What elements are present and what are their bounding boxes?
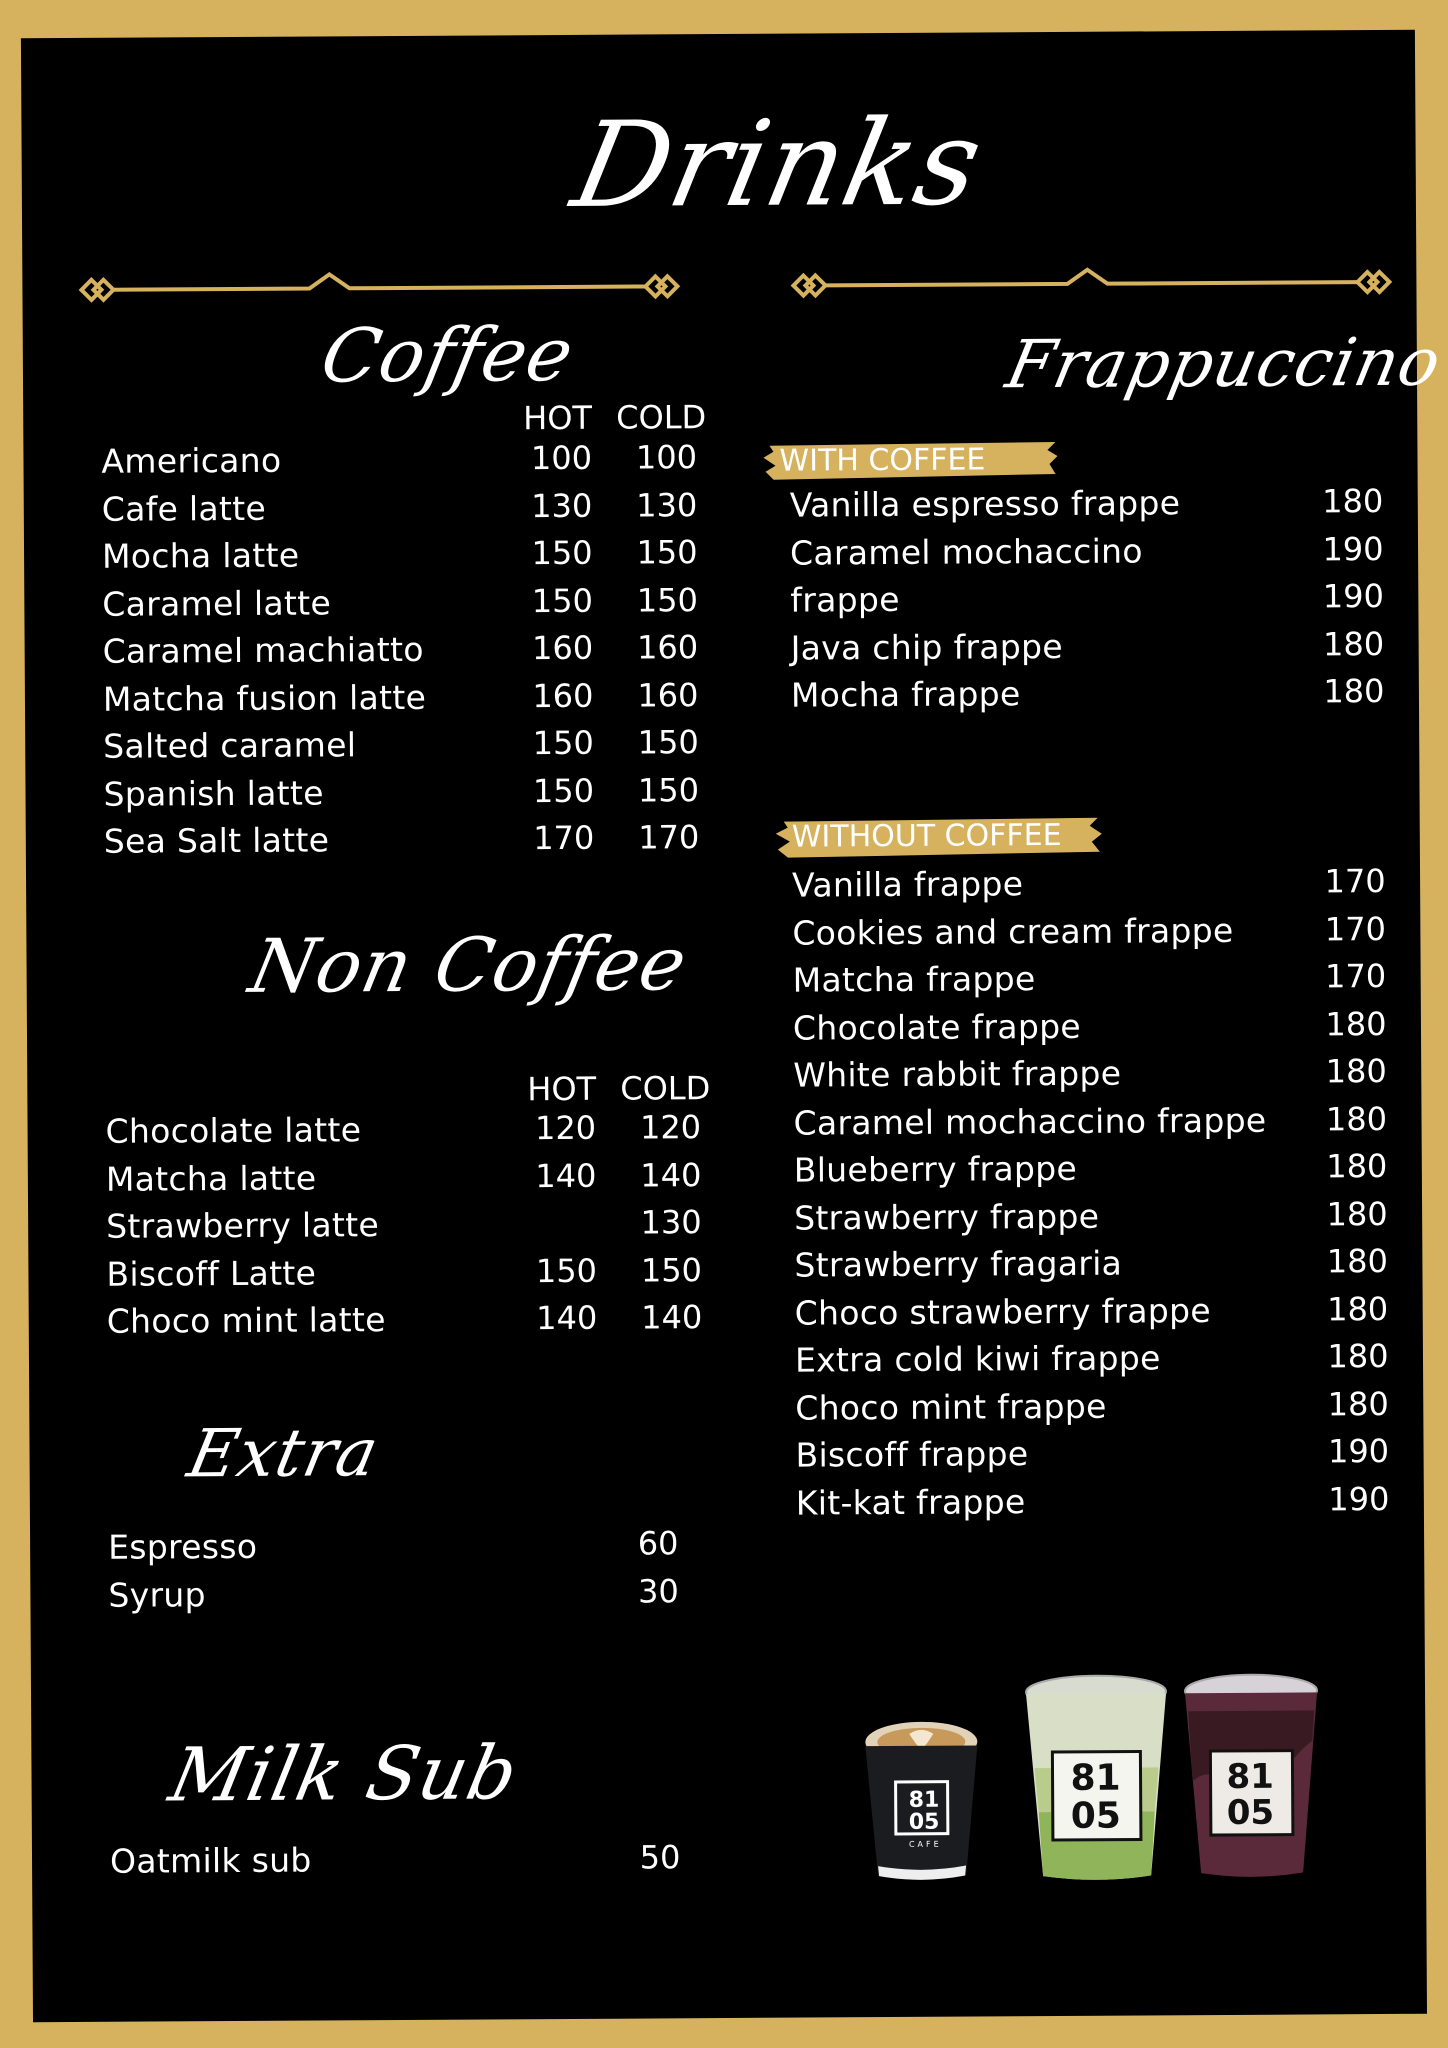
without-coffee-item-name: Biscoff frappe [795,1434,1029,1475]
coffee-hot-price: 150 [532,723,594,763]
extra-section-title: Extra [181,1414,386,1493]
coffee-item-name: Sea Salt latte [103,820,330,861]
page-title: Drinks [562,93,994,234]
without-coffee-price: 180 [1326,1146,1388,1186]
without-coffee-item-name: Matcha frappe [792,959,1036,1000]
coffee-cold-price: 170 [638,818,700,857]
without-coffee-price: 180 [1326,1241,1389,1281]
without-coffee-row [793,1000,1393,1051]
coffee-item-name: Caramel latte [102,582,332,624]
non-coffee-cold-price: 130 [640,1203,702,1242]
coffee-item-name: Caramel machiatto [102,629,424,671]
without-coffee-price: 180 [1326,1194,1388,1233]
hot-cup-logo-top: 81 [908,1787,940,1813]
with-coffee-price: 180 [1322,481,1384,521]
non-coffee-row [106,1199,702,1250]
coffee-item-name: Spanish latte [103,772,324,814]
non-coffee-hot-header: HOT [527,1069,597,1109]
without-coffee-item-name: Strawberry fragaria [794,1243,1123,1285]
without-coffee-label: WITHOUT COFFEE [791,817,1062,855]
non-coffee-cold-price: 150 [640,1250,703,1290]
without-coffee-item-name: Kit-kat frappe [795,1481,1026,1523]
with-coffee-item-name: Caramel mochaccino [789,530,1143,573]
with-coffee-row [790,620,1390,671]
without-coffee-price: 180 [1327,1336,1389,1376]
chocolate-cup-image [1176,1670,1327,1881]
non-coffee-section-title: Non Coffee [242,921,695,1010]
non-coffee-list [105,1104,703,1345]
with-coffee-price: 180 [1322,624,1385,663]
without-coffee-item-name: White rabbit frappe [793,1053,1122,1095]
matcha-cup-logo-top: 81 [1070,1757,1121,1799]
without-coffee-item-name: Chocolate frappe [792,1006,1082,1048]
with-coffee-badge [763,440,1063,482]
coffee-item-name: Americano [101,440,282,481]
without-coffee-price: 180 [1325,1004,1387,1043]
non-coffee-cold-header: COLD [620,1069,711,1108]
without-coffee-row [793,953,1393,1004]
without-coffee-row [793,1095,1393,1146]
non-coffee-item-name: Choco mint latte [106,1300,386,1341]
without-coffee-price: 190 [1327,1431,1390,1471]
without-coffee-row [796,1475,1396,1526]
extra-list [108,1520,679,1618]
without-coffee-price: 170 [1324,861,1386,901]
without-coffee-row [794,1190,1394,1241]
non-coffee-hot-price: 120 [534,1108,597,1148]
milk-sub-price: 50 [639,1838,681,1877]
non-coffee-row [106,1247,703,1298]
without-coffee-item-name: Caramel mochaccino frappe [793,1100,1267,1143]
without-coffee-price: 170 [1324,956,1387,996]
without-coffee-price: 180 [1325,1051,1387,1091]
coffee-hot-price: 150 [531,581,593,620]
without-coffee-row [795,1380,1395,1431]
without-coffee-price: 190 [1328,1479,1390,1518]
with-coffee-row [791,668,1391,719]
coffee-row [103,767,700,818]
with-coffee-row [790,573,1390,624]
choco-cup-logo-top: 81 [1226,1756,1274,1797]
without-coffee-item-name: Extra cold kiwi frappe [794,1338,1161,1380]
divider-ornament-left [77,266,697,310]
without-coffee-row [794,1143,1394,1194]
non-coffee-item-name: Matcha latte [105,1158,317,1199]
with-coffee-price: 180 [1323,671,1385,711]
non-coffee-hot-price: 150 [535,1251,598,1290]
without-coffee-row [792,858,1392,909]
coffee-cold-price: 100 [635,438,698,477]
without-coffee-price: 180 [1327,1384,1389,1423]
with-coffee-row [790,478,1390,529]
without-coffee-price: 170 [1324,909,1387,948]
non-coffee-item-name: Chocolate latte [105,1110,362,1151]
without-coffee-item-name: Blueberry frappe [793,1148,1078,1190]
non-coffee-cold-price: 120 [639,1108,702,1147]
divider-ornament-right [789,262,1409,306]
coffee-row [102,624,699,675]
extra-row [108,1568,679,1619]
extra-item-name: Espresso [108,1526,258,1567]
coffee-list [101,434,700,865]
coffee-cold-price: 150 [637,770,700,810]
coffee-section-title: Coffee [313,311,582,400]
matcha-cup-logo-bottom: 05 [1070,1795,1122,1837]
with-coffee-item-name: Mocha frappe [790,674,1021,715]
non-coffee-hot-price: 140 [535,1156,597,1195]
coffee-cold-header: COLD [616,398,707,437]
coffee-row [103,814,700,865]
extra-item-name: Syrup [108,1574,206,1615]
without-coffee-price: 180 [1325,1099,1388,1138]
coffee-row [101,529,698,580]
hot-cup-logo-sub: CAFE [908,1839,942,1849]
without-coffee-item-name: Choco strawberry frappe [794,1290,1212,1333]
without-coffee-item-name: Strawberry frappe [794,1196,1100,1238]
coffee-row [101,434,698,485]
without-coffee-row [795,1428,1395,1479]
coffee-row [103,719,699,770]
without-coffee-row [793,1048,1393,1099]
coffee-hot-header: HOT [523,398,593,438]
with-coffee-row [790,525,1390,576]
milk-sub-section-title: Milk Sub [162,1730,526,1819]
coffee-cold-price: 160 [636,628,699,667]
coffee-hot-price: 150 [532,771,595,810]
coffee-row [101,482,698,533]
without-coffee-item-name: Cookies and cream frappe [792,910,1234,953]
coffee-item-name: Cafe latte [101,488,267,529]
menu-board [21,30,1448,2022]
non-coffee-row [106,1294,703,1345]
hot-cup-logo-bottom: 05 [908,1809,940,1835]
with-coffee-price: 190 [1322,576,1384,616]
coffee-cold-price: 130 [636,485,698,525]
coffee-item-name: Matcha fusion latte [102,677,427,719]
milk-sub-item-name: Oatmilk sub [109,1840,312,1881]
without-coffee-item-name: Choco mint frappe [795,1386,1107,1428]
without-coffee-row [795,1333,1395,1384]
coffee-hot-price: 100 [530,438,593,478]
matcha-cup-image [1016,1671,1177,1884]
extra-row [108,1520,679,1571]
coffee-hot-price: 130 [531,486,593,525]
coffee-hot-price: 160 [532,676,594,715]
without-coffee-row [794,1238,1394,1289]
milk-sub-list [109,1834,681,1885]
frappuccino-section-title: Frappuccino [1000,323,1448,404]
without-coffee-item-name: Vanilla frappe [791,864,1024,905]
non-coffee-hot-price: 140 [536,1298,598,1338]
without-coffee-badge [776,816,1106,860]
coffee-hot-price: 160 [531,628,594,668]
coffee-row [102,577,698,628]
non-coffee-row [105,1152,702,1203]
with-coffee-item-name: Vanilla espresso frappe [789,483,1181,525]
choco-cup-logo-bottom: 05 [1226,1792,1275,1833]
with-coffee-item-name: frappe [790,579,900,620]
non-coffee-item-name: Biscoff Latte [106,1253,317,1294]
milk-sub-row [109,1834,681,1885]
non-coffee-hot-price [521,1200,611,1201]
without-coffee-list [792,858,1396,1527]
coffee-cold-price: 150 [636,580,698,620]
with-coffee-list [790,478,1391,719]
with-coffee-label: WITH COFFEE [779,442,986,479]
without-coffee-price: 180 [1327,1289,1389,1328]
coffee-hot-price: 150 [531,533,593,573]
coffee-cold-price: 160 [637,675,699,715]
hot-coffee-cup-image [851,1715,992,1886]
extra-price: 30 [637,1571,679,1611]
extra-price: 60 [637,1524,679,1563]
non-coffee-item-name: Strawberry latte [106,1205,380,1246]
without-coffee-row [795,1285,1395,1336]
without-coffee-row [792,905,1392,956]
non-coffee-cold-price: 140 [640,1155,702,1195]
coffee-item-name: Mocha latte [101,535,300,576]
with-coffee-price: 190 [1322,529,1384,568]
non-coffee-row [105,1104,702,1155]
coffee-cold-price: 150 [637,723,699,762]
coffee-hot-price: 170 [533,818,595,858]
coffee-item-name: Salted caramel [103,725,357,766]
coffee-cold-price: 150 [636,533,698,572]
non-coffee-cold-price: 140 [641,1298,703,1337]
coffee-row [102,672,699,723]
with-coffee-item-name: Java chip frappe [790,626,1064,668]
